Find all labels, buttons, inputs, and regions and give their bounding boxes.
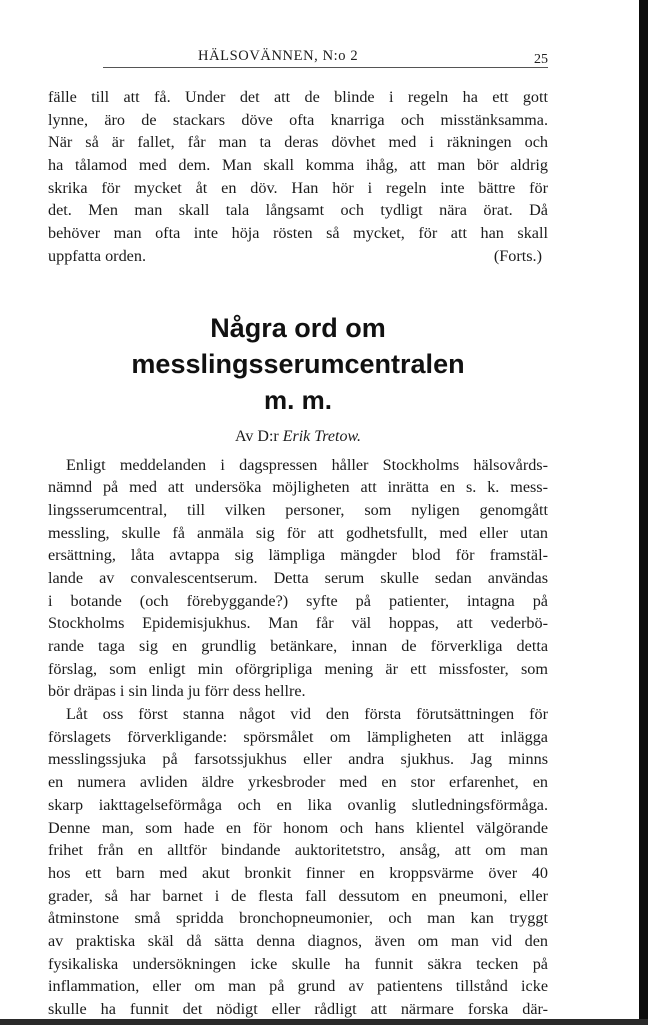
text-line: lande av convalescentserum. Detta serum skulle sedan användas xyxy=(48,568,548,587)
text-line: fälle till att få. Under det att de blinde i regeln ha ett gott xyxy=(48,88,548,106)
author-name: Erik Tretow. xyxy=(282,427,361,445)
text-line: nämnd på med att undersöka möjligheten att inrätta en s. k. mess- xyxy=(48,478,548,497)
text-line: skulle ha funnit det nödigt eller rådligt att närmare forska där- xyxy=(48,1000,548,1018)
text-line: inflammation, eller om man på grund av patientens tillstånd icke xyxy=(48,977,548,996)
text-line: När så är fallet, får man ta deras dövhet med i räkningen och xyxy=(48,133,548,152)
text-line: förslagets förverkligande: spörsmålet om lämpligheten att inlägga xyxy=(48,727,548,746)
article-title: Några ord om messlingsserumcentralen xyxy=(131,312,465,379)
text-line: skrika för mycket åt en döv. Han hör i regeln inte bättre för xyxy=(48,178,548,197)
scan-right-edge xyxy=(639,0,648,1025)
text-line: Låt oss först stanna något vid den första förutsättningen för xyxy=(66,705,548,724)
text-line: lynne, äro de stackars döve ofta knarriga och misstänksamma. xyxy=(48,110,548,129)
text-line: det. Men man skall tala långsamt och tydligt nära örat. Då xyxy=(48,201,548,220)
continuation-note: (Forts.) xyxy=(493,246,542,265)
text-line: rande taga sig en grundlig betänkare, innan de förverkliga detta xyxy=(48,637,548,655)
article-subtitle: m. m. xyxy=(264,384,332,415)
page-header xyxy=(48,48,548,70)
page-number: 25 xyxy=(534,52,548,67)
text-line: hos ett barn med akut bronkit finner en kroppsvärme över 40 xyxy=(48,863,548,882)
page-body xyxy=(48,86,548,1021)
text-line: förslag, som enligt min oförgripliga mening är ett missfoster, som xyxy=(48,659,548,678)
last-line-with-continuation xyxy=(48,245,548,268)
text-line: messling, skulle få anmäla sig för att godhetsfullt, med eller utan xyxy=(48,523,548,542)
text-line: Denne man, som hade en för honom och hans klientel välgörande xyxy=(48,818,548,837)
text-line: i botande (och förebyggande?) syfte på patienter, intagna på xyxy=(48,591,548,610)
text-line: av praktiska skäl då sätta denna diagnos, även om man vid den xyxy=(48,931,548,950)
running-head: HÄLSOVÄNNEN, N:o 2 xyxy=(198,48,359,64)
text-line: frihet från en alltför bindande auktoritetstro, ansåg, att om man xyxy=(48,841,548,860)
text-line: Stockholms Epidemisjukhus. Man får väl hoppas, att vederbö- xyxy=(48,614,548,633)
text-line: lingsserumcentral, till vilken personer, som nyligen genomgått xyxy=(48,500,548,519)
text-line: grader, så har barnet i de flesta fall dessutom en pneumoni, eller xyxy=(48,886,548,905)
paragraph-2 xyxy=(48,703,548,1021)
text-line: Enligt meddelanden i dagspressen håller Stockholms hälsovårds- xyxy=(66,455,548,474)
text-line: behöver man ofta inte höja rösten så mycket, för att han skall xyxy=(48,224,548,243)
text-line: en numera avliden äldre yrkesbroder med en stor erfarenhet, en xyxy=(48,773,548,792)
text-line: uppfatta orden. xyxy=(48,246,146,265)
byline-prefix: Av D:r xyxy=(235,427,279,445)
text-line: ersättning, låta avtappa sig lämpliga mängder blod för framstäl- xyxy=(48,546,548,565)
text-line: fysikaliska undersökningen icke skulle ha funnit säkra tecken på xyxy=(48,954,548,973)
text-line: messlingssjuka på farsotssjukhus eller andra sjukhus. Jag minns xyxy=(48,750,548,769)
text-line: bör dräpas i sin linda ju förr dess hellre. xyxy=(48,682,306,701)
byline xyxy=(48,426,548,448)
header-rule xyxy=(103,67,548,68)
text-line: skarp iakttagelseförmåga och en lika ovanlig slutledningsförmåga. xyxy=(48,795,548,814)
text-line: ha tålamod med dem. Man skall komma ihåg, att man bör aldrig xyxy=(48,156,548,175)
previous-article-ending xyxy=(48,86,548,268)
paragraph-1 xyxy=(48,454,548,704)
text-line: åtminstone små spridda bronchopneumonier, och man kan tryggt xyxy=(48,909,548,928)
